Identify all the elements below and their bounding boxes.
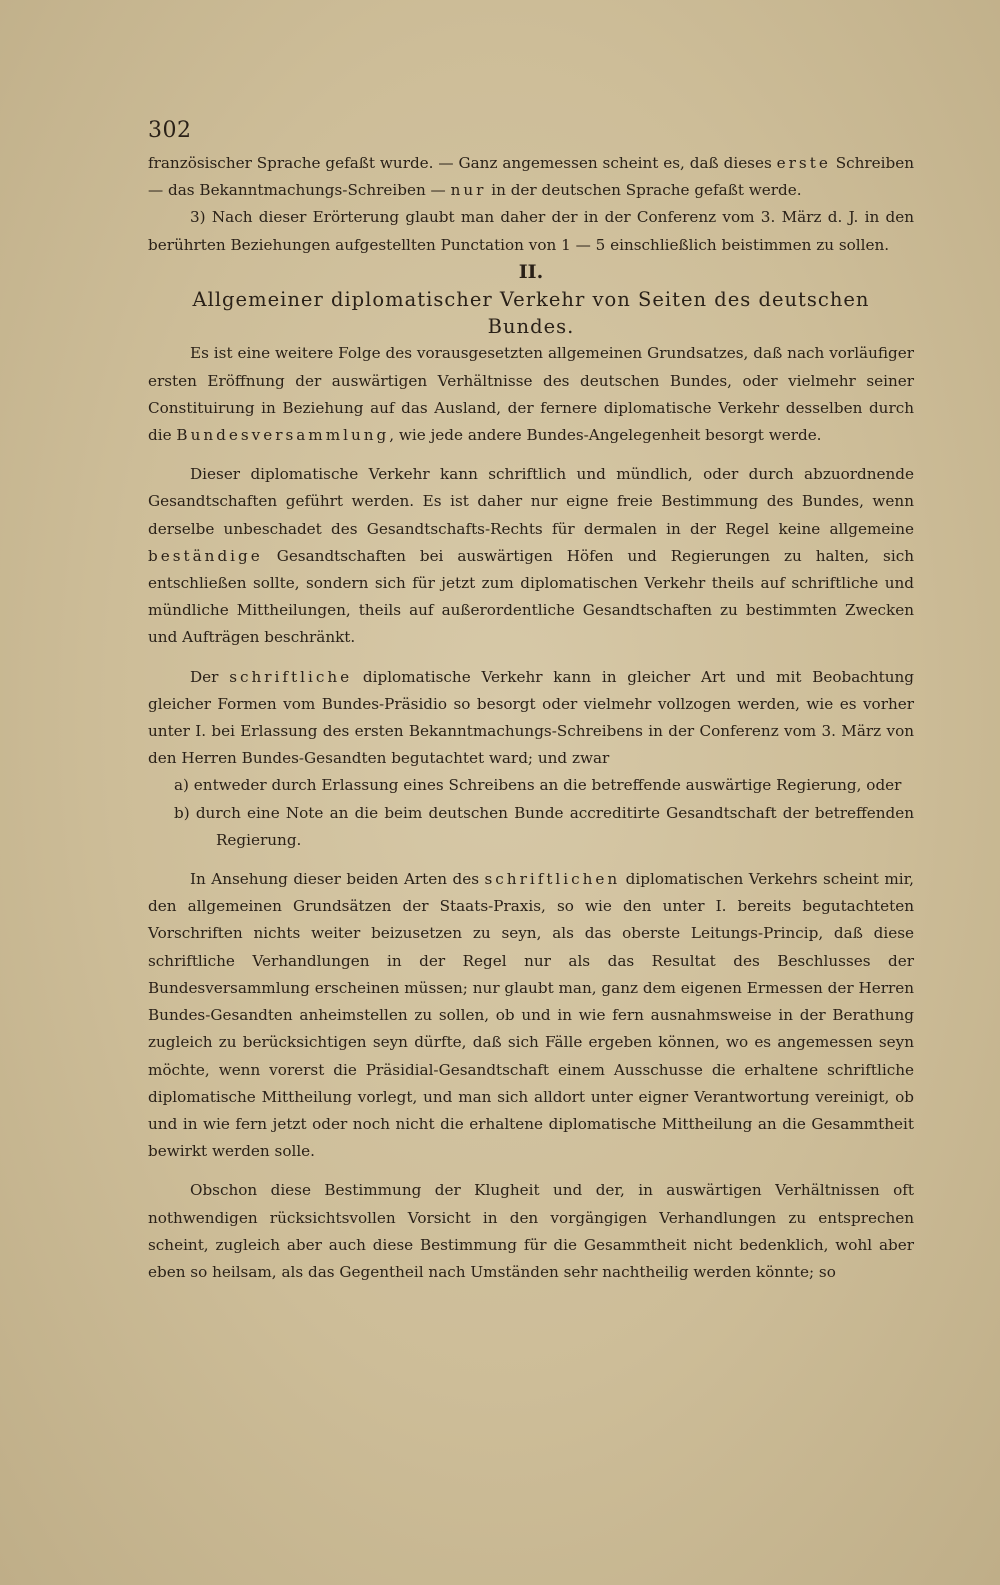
p3-spaced-bundesversammlung: Bundesversammlung xyxy=(176,426,390,445)
p1-spaced-nur: nur xyxy=(450,181,487,200)
p1-spaced-erste: erste xyxy=(776,154,831,172)
p6-text-a: In Ansehung dieser beiden Arten des xyxy=(190,870,485,889)
p4-spaced-bestaendige: beständige xyxy=(148,546,263,565)
p6-text-c: diplomatischen Verkehrs scheint mir, den allgemeinen Grundsätzen der Staats-Praxis, so wie den unter I. bereits begutachteten Vorschriften nichts weiter beizusetzen zu seyn, als das oberste Leitungs-Princip, daß diese schriftliche Verhandlungen in der Regel nur als das Resultat des Beschlusses der Bundesversammlung erscheinen müssen; nur glaubt man, ganz dem eigenen Ermessen der Herren Bundes-Gesandten anheimstellen zu sollen, ob und in wie fern ausnahmsweise in der Berathung zugleich zu berücksichtigen seyn dürfte, daß sich Fälle ergeben können, wo es angemessen seyn möchte, wenn vorerst die Präsidial-Gesandtschaft einem Ausschusse die erhaltene schriftliche diplomatische Mittheilung vorlegt, und man sich alldort unter eigner Verantwortung vereinigt, ob und in wie fern jetzt oder noch nicht die erhaltene diplomatische Mittheilung an die Gesammtheit bewirkt werden solle. xyxy=(148,870,914,1161)
page-number: 302 xyxy=(148,118,192,143)
paragraph-5 xyxy=(148,664,914,773)
page-body xyxy=(148,150,914,1286)
p4-text-c: Gesandtschaften bei auswärtigen Höfen und Regierungen zu halten, sich entschließen sollte, sondern sich für jetzt zum diplomatischen Verkehr theils auf schriftliche und mündliche Mittheilungen, theils auf außerordentliche Gesandtschaften zu bestimmten Zwecken und Aufträgen beschränkt. xyxy=(148,546,914,647)
section-title: Allgemeiner diplomatischer Verkehr von Seiten des deutschen Bundes. xyxy=(192,288,870,339)
p4-text-a: Dieser diplomatische Verkehr kann schriftlich und mündlich, oder durch abzuordnende Gesandtschaften geführt werden. Es ist daher nur eigne freie Bestimmung des Bundes, wenn derselbe unbeschadet des Gesandtschafts-Rechts für dermalen in der Regel keine allgemeine xyxy=(148,465,914,538)
p6-spaced-schriftlichen: schriftlichen xyxy=(484,870,621,889)
section-number: II. xyxy=(518,260,544,283)
paragraph-7: Obschon diese Bestimmung der Klugheit und der, in auswärtigen Verhältnissen oft nothwendigen rücksichtsvollen Vorsicht in den vorgängigen Verhandlungen zu entsprechen scheint, zugleich aber auch diese Bestimmung für die Gesammtheit nicht bedenklich, wohl aber eben so heilsam, als das Gegentheil nach Umständen sehr nachtheilig werden könnte; so xyxy=(148,1181,914,1281)
paragraph-2: 3) Nach dieser Erörterung glaubt man daher der in der Conferenz vom 3. März d. J. in den berührten Beziehungen aufgestellten Punctation von 1 — 5 einschließlich beistimmen zu sollen. xyxy=(148,208,914,254)
list-item-a: a) entweder durch Erlassung eines Schreibens an die betreffende auswärtige Regierung, oder xyxy=(174,776,902,795)
paragraph-6 xyxy=(148,866,914,1165)
p1-text-e: in der deutschen Sprache gefaßt werde. xyxy=(486,181,802,200)
p5-spaced-schriftliche: schriftliche xyxy=(229,667,353,686)
list-item-b: b) durch eine Note an die beim deutschen Bunde accreditirte Gesandtschaft der betreffenden Regierung. xyxy=(174,803,914,849)
paragraph-4 xyxy=(148,461,914,651)
paragraph-3 xyxy=(148,340,914,449)
paragraph-1 xyxy=(148,150,914,204)
p1-text-c: Schreiben — das Bekanntmachungs-Schreiben — xyxy=(148,154,915,200)
p3-text-a: Es ist eine weitere Folge des vorausgesetzten allgemeinen Grundsatzes, daß nach vorläufiger ersten Eröffnung der auswärtigen Verhältnisse des deutschen Bundes, oder vielmehr seiner Constituirung in Beziehung auf das Ausland, der fernere diplomatische Verkehr desselben durch die xyxy=(148,344,914,445)
p3-text-c: , wie jede andere Bundes-Angelegenheit besorgt werde. xyxy=(389,426,822,445)
p1-text-a: französischer Sprache gefaßt wurde. — Ganz angemessen scheint es, daß dieses xyxy=(148,154,777,172)
p5-text-a: Der xyxy=(190,667,230,686)
p5-text-c: diplomatische Verkehr kann in gleicher Art und mit Beobachtung gleicher Formen vom Bundes-Präsidio so besorgt oder vielmehr vollzogen werden, wie es vorher unter I. bei Erlassung des ersten Bekanntmachungs-Schreibens in der Conferenz vom 3. März von den Herren Bundes-Gesandten begutachtet ward; und zwar xyxy=(148,667,914,768)
